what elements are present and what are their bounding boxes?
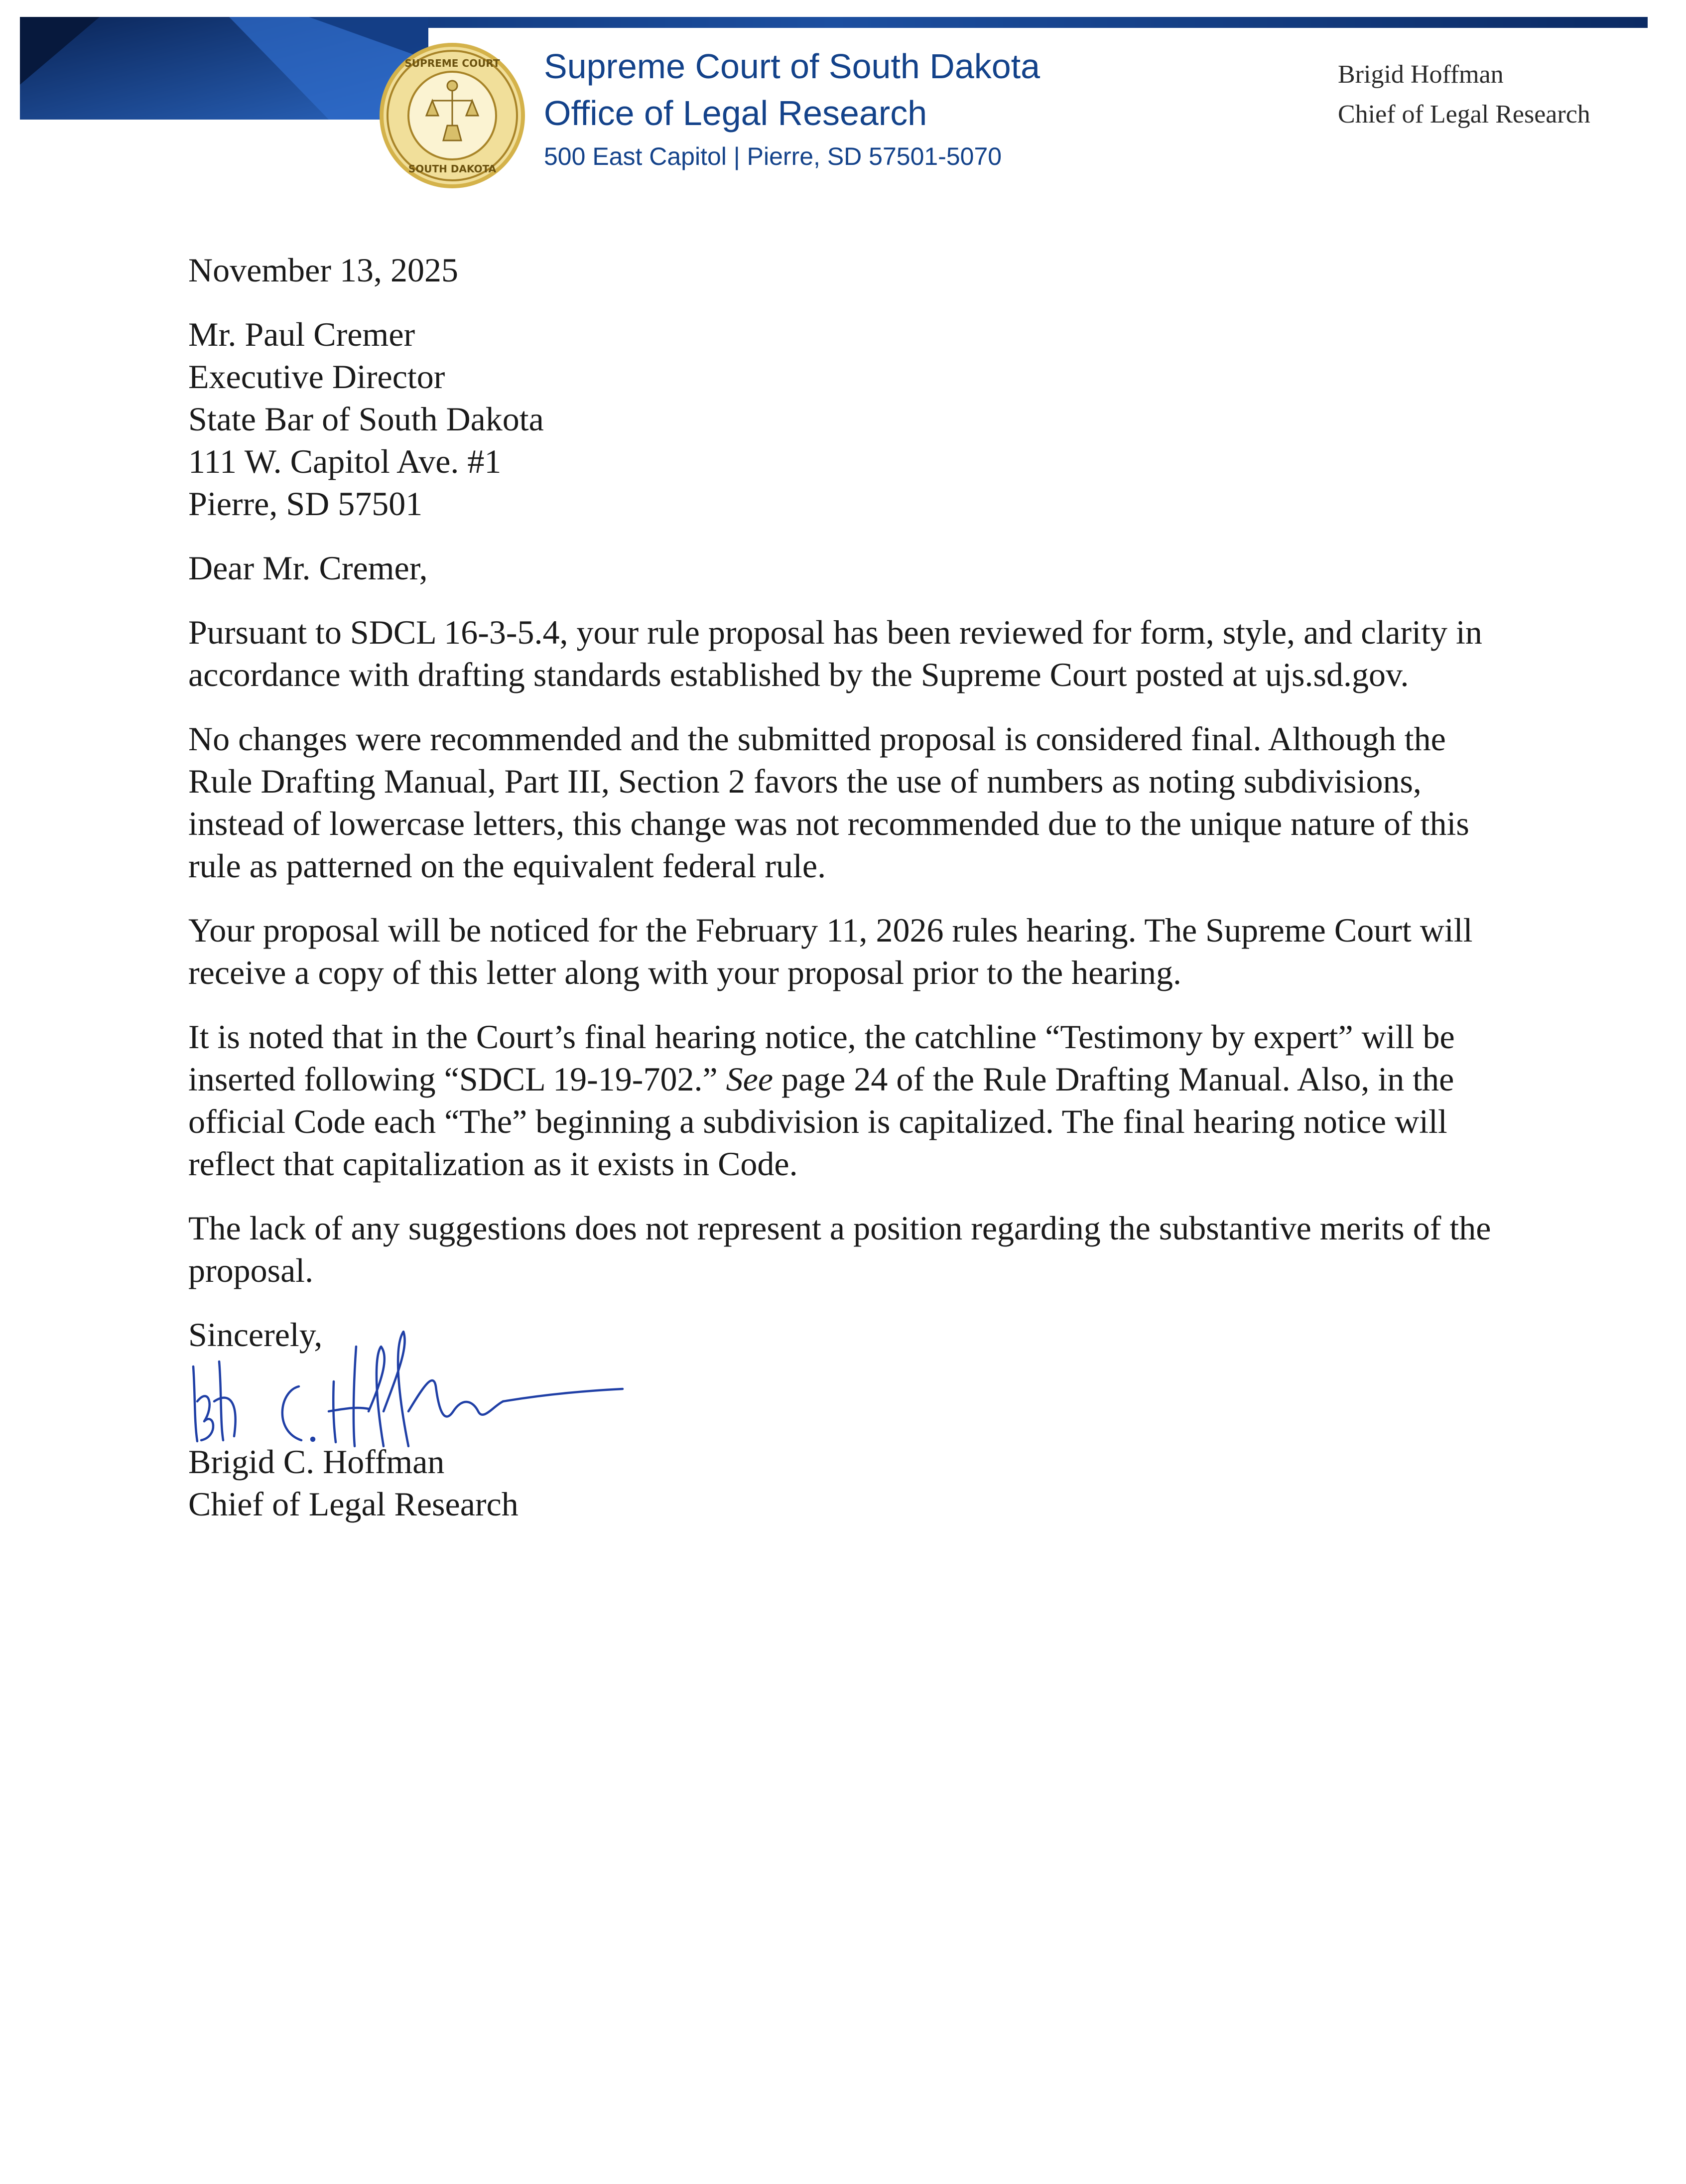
salutation: Dear Mr. Cremer, <box>188 549 428 587</box>
handwritten-signature <box>184 1327 633 1476</box>
recipient-city: Pierre, SD 57501 <box>188 485 423 523</box>
svg-text:SUPREME COURT: SUPREME COURT <box>404 57 500 69</box>
svg-text:SOUTH DAKOTA: SOUTH DAKOTA <box>408 163 497 175</box>
recipient-name: Mr. Paul Cremer <box>188 315 415 353</box>
body-paragraph-5: The lack of any suggestions does not represent a position regarding the substantive merits of the proposal. <box>188 1209 1491 1289</box>
letter-body <box>188 249 1493 1525</box>
court-seal-icon <box>378 41 527 190</box>
sender-title: Chief of Legal Research <box>1338 100 1590 129</box>
body-paragraph-1: Pursuant to SDCL 16-3-5.4, your rule proposal has been reviewed for form, style, and clarity in accordance with drafting standards established by the Supreme Court posted at ujs.sd.gov. <box>188 613 1482 693</box>
letterhead-organization <box>544 43 1040 176</box>
closing: Sincerely, <box>188 1316 323 1354</box>
recipient-organization: State Bar of South Dakota <box>188 400 544 438</box>
recipient-address <box>188 313 1493 525</box>
paragraph-4-part-1: It is noted that in the Court’s final hearing notice, the catchline “Testimony by expert” will be inserted following “SDCL 19-19-702.” <box>188 1018 1455 1098</box>
office-address: 500 East Capitol | Pierre, SD 57501-5070 <box>544 142 1002 170</box>
court-name: Supreme Court of South Dakota <box>544 47 1040 86</box>
see-citation-signal: See <box>726 1060 774 1098</box>
office-name: Office of Legal Research <box>544 94 927 133</box>
signer-name: Brigid C. Hoffman <box>188 1443 445 1481</box>
recipient-street: 111 W. Capitol Ave. #1 <box>188 442 502 480</box>
body-paragraph-2: No changes were recommended and the submitted proposal is considered final. Although the Rule Drafting Manual, Part III, Section 2 favors the use of numbers as noting subdivisions, instead of lowercase letters, this change was not recommended due to the unique nature of this rule as patterned on the equivalent federal rule. <box>188 720 1469 885</box>
body-paragraph-4 <box>188 1016 1493 1185</box>
signature-block <box>188 1314 1493 1525</box>
signer-title: Chief of Legal Research <box>188 1485 519 1523</box>
recipient-title: Executive Director <box>188 358 445 396</box>
body-paragraph-3: Your proposal will be noticed for the February 11, 2026 rules hearing. The Supreme Court will receive a copy of this letter along with your proposal prior to the hearing. <box>188 911 1473 991</box>
letter-date: November 13, 2025 <box>188 251 459 289</box>
sender-name: Brigid Hoffman <box>1338 60 1504 89</box>
letterhead-sender <box>1338 55 1590 135</box>
paragraph-4-part-2: page 24 of the Rule Drafting Manual. Also, in the official Code each “The” beginning a subdivision is capitalized. The final hearing notice will reflect that capitalization as it exists in Code. <box>188 1060 1454 1183</box>
